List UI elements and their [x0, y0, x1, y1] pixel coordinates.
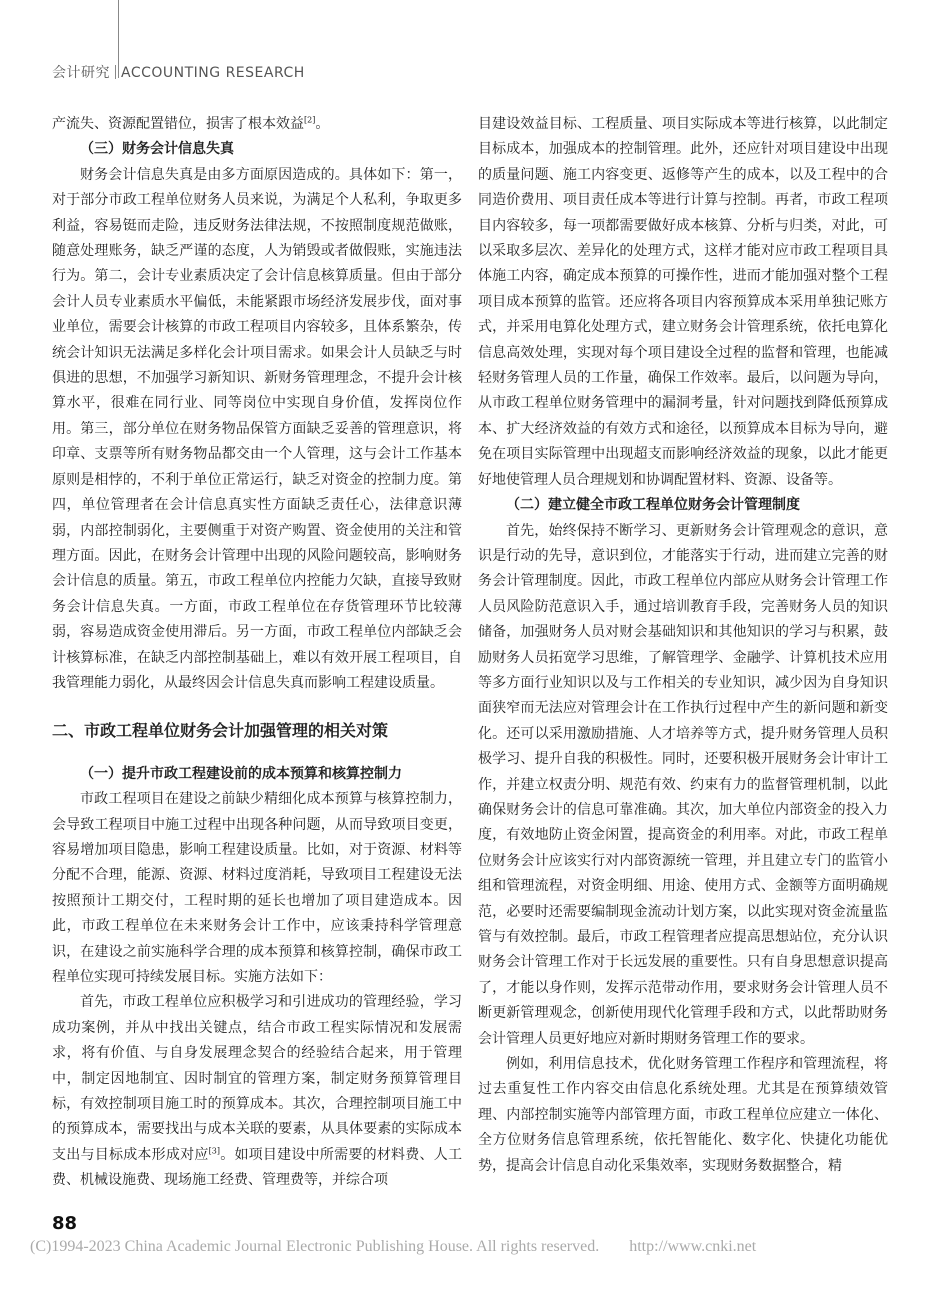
paragraph-it-example: 例如，利用信息技术，优化财务管理工作程序和管理流程，将过去重复性工作内容交由信息化系统处理。尤其是在预算绩效管理、内部控制实施等内部管理方面，市政工程单位应建立一体化、全方位财务信息管理系统，依托智能化、数字化、快捷化功能优势，提高会计信息自动化采集效率，实现财务数据整合，精 — [478, 1056, 888, 1174]
citation-ref: [3] — [208, 1146, 220, 1156]
header-separator — [115, 65, 116, 79]
paragraph-cost-budget: 市政工程项目在建设之前缺少精细化成本预算与核算控制力，会导致工程项目中施工过程中出现各种问题，从而导致项目变更，容易增加项目隐患，影响工程建设质量。比如，对于资源、材料等分配不合理，能源、资源、材料过度消耗，导致项目工程建设无法按照预计工期交付，工程时期的延长也增加了项目建造成本。因此，市政工程单位在未来财务会计工作中，应该秉持科学管理意识，在建设之前实施科学合理的成本预算和核算控制，确保市政工程单位实现可持续发展目标。实施方法如下： — [52, 791, 462, 985]
journal-title-cn: 会计研究 — [52, 65, 110, 81]
copyright-text: (C)1994-2023 China Academic Journal Electronic Publishing House. All rights reserved. — [30, 1238, 600, 1255]
copyright-footer — [30, 1238, 756, 1256]
paragraph-end: 。 — [315, 116, 330, 132]
journal-header — [52, 62, 305, 82]
paragraph-methods — [52, 990, 462, 1193]
paragraph-text: 首先，市政工程单位应积极学习和引进成功的管理经验，学习成功案例，并从中找出关键点，结合市政工程实际情况和发展需求，将有价值、与自身发展理念契合的经验结合起来，用于管理中，制定因地制宜、因时制宜的管理方案，制定财务预算管理目标，有效控制项目施工时的预算成本。其次，合理控制项目施工中的预算成本，需要找出与成本关联的要素，从具体要素的实际成本支出与目标成本形成对应 — [52, 994, 462, 1163]
section-heading-two: 二、市政工程单位财务会计加强管理的相关对策 — [52, 721, 389, 741]
subsection-heading-two: （二）建立健全市政工程单位财务会计管理制度 — [506, 497, 800, 514]
page-number: 88 — [52, 1213, 78, 1234]
subsection-heading-three: （三）财务会计信息失真 — [80, 141, 234, 158]
paragraph-continuation: 目建设效益目标、工程质量、项目实际成本等进行核算，以此制定目标成本，加强成本的控制管理。此外，还应针对项目建设中出现的质量问题、施工内容变更、返修等产生的成本，以及工程中的合同造价费用、项目责任成本等进行计算与控制。再者，市政工程项目内容较多，每一项都需要做好成本核算、分析与归类，对此，可以采取多层次、差异化的处理方式，这样才能对应市政工程项目具体施工内容，确定成本预算的可操作性，进而才能加强对整个工程项目成本预算的监管。还应将各项目内容预算成本采用单独记账方式，并采用电算化处理方式，建立财务会计管理系统，依托电算化信息高效处理，实现对每个项目建设全过程的监督和管理，也能减轻财务管理人员的工作量，确保工作效率。最后，以问题为导向，从市政工程单位财务管理中的漏洞考量，针对问题找到降低预算成本、扩大经济效益的有效方式和途径，以预算成本目标为导向，避免在项目实际管理中出现超支而影响经济效益的现象，以此才能更好地使管理人员合理规划和协调配置材料、资源、设备等。 — [478, 116, 888, 488]
journal-title-en: ACCOUNTING RESEARCH — [121, 65, 305, 81]
subsection-heading-one: （一）提升市政工程建设前的成本预算和核算控制力 — [80, 765, 402, 782]
left-column — [52, 112, 462, 1194]
paragraph-continuation — [52, 112, 462, 137]
right-column — [478, 112, 888, 1179]
paragraph-management-system: 首先，始终保持不断学习、更新财务会计管理观念的意识，意识是行动的先导，意识到位，才能落实于行动，进而建立完善的财务会计管理制度。因此，市政工程单位内部应从财务会计管理工作人员风险防范意识入手，通过培训教育手段，完善财务人员的知识储备，加强财务人员对财会基础知识和其他知识的学习与积累，鼓励财务人员拓宽学习思维，了解管理学、金融学、计算机技术应用等多方面行业知识以及与工作相关的专业知识，减少因为自身知识面狭窄而无法应对管理会计在工作执行过程中产生的新问题和新变化。还可以采用激励措施、人才培养等方式，提升财务管理人员积极学习、提升自我的积极性。同时，还要积极开展财务会计审计工作，并建立权责分明、规范有效、约束有力的监督管理机制，以此确保财务会计的信息可靠准确。其次，加大单位内部资金的投入力度，有效地防止资金闲置，提高资金的利用率。对此，市政工程单位财务会计应该实行对内部资源统一管理，并且建立专门的监管小组和管理流程，对资金明细、用途、使用方式、金额等方面明确规范，必要时还需要编制现金流动计划方案，以此实现对资金流量监管与有效控制。最后，市政工程管理者应提高思想站位，充分认识财务会计管理工作对于长远发展的重要性。只有自身思想意识提高了，才能以身作则，发挥示范带动作用，要求财务会计管理人员不断更新管理观念，创新使用现代化管理手段和方式，以此帮助财务会计管理人员更好地应对新时期财务管理工作的要求。 — [478, 522, 888, 1047]
paragraph-text: 产流失、资源配置错位，损害了根本效益 — [52, 116, 304, 132]
citation-ref: [2] — [304, 115, 316, 125]
cnki-url: http://www.cnki.net — [629, 1238, 757, 1255]
paragraph-text: 。如项目建设中所需要的材料费、人工费、机械设施费、现场施工经费、管理费等，并综合项 — [52, 1146, 463, 1189]
paragraph-info-distortion: 财务会计信息失真是由多方面原因造成的。具体如下：第一，对于部分市政工程单位财务人员来说，为满足个人私利，争取更多利益，容易铤而走险，违反财务法律法规，不按照制度规范做账，随意处理账务，缺乏严谨的态度，人为销毁或者做假账，实施违法行为。第二，会计专业素质决定了会计信息核算质量。但由于部分会计人员专业素质水平偏低，未能紧跟市场经济发展步伐，面对事业单位，需要会计核算的市政工程项目内容较多，且体系繁杂，传统会计知识无法满足多样化会计项目需求。如果会计人员缺乏与时俱进的思想，不加强学习新知识、新财务管理理念，不提升会计核算水平，很难在同行业、同等岗位中实现自身价值，发挥岗位作用。第三，部分单位在财务物品保管方面缺乏妥善的管理意识，将印章、支票等所有财务物品都交由一个人管理，这与会计工作基本原则是相悖的，不利于单位正常运行，缺乏对资金的控制力度。第四，单位管理者在会计信息真实性方面缺乏责任心，法律意识薄弱，内部控制弱化，主要侧重于对资产购置、资金使用的关注和管理方面。因此，在财务会计管理中出现的风险问题较高，影响财务会计信息的质量。第五，市政工程单位内控能力欠缺，直接导致财务会计信息失真。一方面，市政工程单位在存货管理环节比较薄弱，容易造成资金使用滞后。另一方面，市政工程单位内部缺乏会计核算标准，在缺乏内部控制基础上，难以有效开展工程项目，自我管理能力弱化，从最终因会计信息失真而影响工程建设质量。 — [52, 166, 462, 691]
